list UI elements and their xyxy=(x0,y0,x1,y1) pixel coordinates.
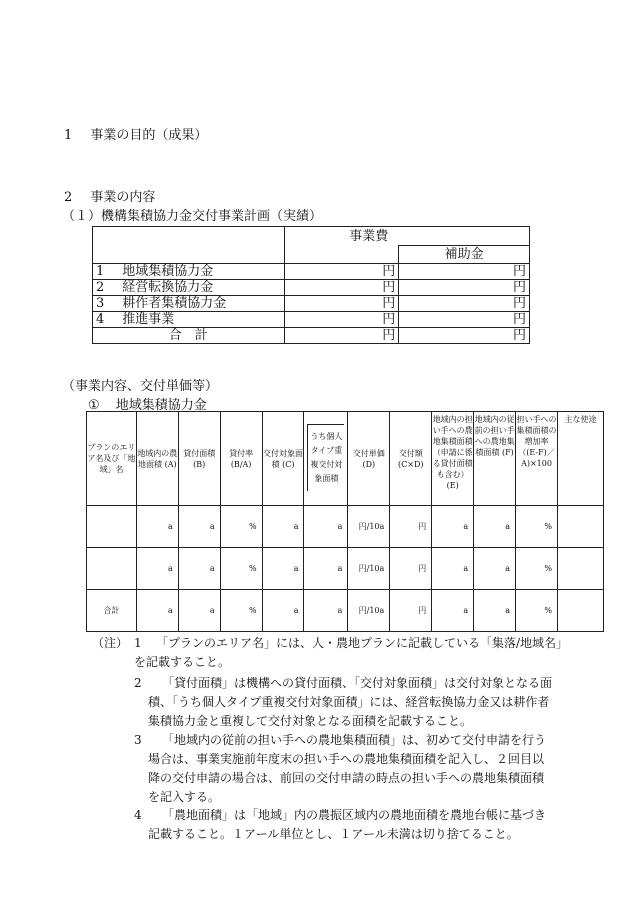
prior-consolidation-cell: a xyxy=(474,590,516,632)
table-row-total xyxy=(87,590,604,632)
regional-header-cell: 貸付面積 (B) xyxy=(178,412,220,506)
plan-table-subsidy: 円 xyxy=(399,264,530,280)
subsection-2-title: （事業内容、交付単価等） xyxy=(62,379,219,394)
regional-header-cell: 貸付率 (B/A) xyxy=(220,412,262,506)
eligible-area-cell: a xyxy=(262,590,304,632)
regional-header-cell: 地域内の従前の担い手への農地集積面積 (F) xyxy=(474,412,516,506)
regional-header-cell: 地域内の農地面積 (A) xyxy=(136,412,178,506)
section-1-number: 1 xyxy=(64,128,73,143)
unit-price-cell: 円/10a xyxy=(348,548,390,590)
main-use-cell xyxy=(557,590,603,632)
lease-area-cell: a xyxy=(178,506,220,548)
unit-price-cell: 円/10a xyxy=(348,590,390,632)
duplicate-area-cell: a xyxy=(304,506,348,548)
prior-consolidation-cell: a xyxy=(474,548,516,590)
table-row xyxy=(93,280,530,296)
consolidation-area-cell: a xyxy=(432,548,474,590)
increase-rate-cell: % xyxy=(516,548,558,590)
section-1-title: 事業の目的（成果） xyxy=(90,128,208,143)
plan-table xyxy=(92,226,530,344)
table-row xyxy=(93,296,530,312)
plan-table-total-subsidy: 円 xyxy=(399,328,530,344)
unit-price-cell: 円/10a xyxy=(348,506,390,548)
section-2-title: 事業の内容 xyxy=(90,190,156,205)
regional-header-cell: 地域内の担い手への農地集積面積（申請に係る貸付面積も含む）(E) xyxy=(432,412,474,506)
table-row xyxy=(93,264,530,280)
grant-amount-cell: 円 xyxy=(390,506,432,548)
consolidation-area-cell: a xyxy=(432,590,474,632)
plan-table-label: 1 地域集積協力金 xyxy=(93,264,285,280)
regional-table xyxy=(86,411,604,632)
note-text: 「貸付面積」は機構への貸付面積、「交付対象面積」は交付対象となる面積、「うち個人タイプ重複交付対象面積」には、経営転換協力金又は耕作者集積協力金と重複して交付対象となる面積を記載すること。 xyxy=(148,676,553,728)
lease-area-cell: a xyxy=(178,590,220,632)
area-name-cell xyxy=(87,506,137,548)
farmland-area-cell: a xyxy=(136,590,178,632)
table-row xyxy=(87,506,604,548)
increase-rate-cell: % xyxy=(516,590,558,632)
lease-rate-cell: % xyxy=(220,548,262,590)
note-number: 1 xyxy=(134,636,142,650)
regional-header-cell: 交付額 (C×D) xyxy=(390,412,432,506)
note-number: 2 xyxy=(134,676,142,690)
plan-table-total-label: 合 計 xyxy=(93,328,285,344)
table-row xyxy=(87,548,604,590)
lease-rate-cell: % xyxy=(220,590,262,632)
plan-table-cost: 円 xyxy=(284,264,399,280)
note-text: 「地域内の従前の担い手への農地集積面積」は、初めて交付申請を行う場合は、事業実施前年度末の担い手への農地集積面積を記入し、２回目以降の交付申請の場合は、前回の交付申請の時点の担い手への農地集積面積を記入する。 xyxy=(148,733,547,804)
grant-amount-cell: 円 xyxy=(390,548,432,590)
regional-header-cell: 担い手への集積面積の増加率（(E-F)／A)×100 xyxy=(516,412,558,506)
main-use-cell xyxy=(557,506,603,548)
plan-table-label: 3 耕作者集積協力金 xyxy=(93,296,285,312)
lease-area-cell: a xyxy=(178,548,220,590)
duplicate-area-cell: a xyxy=(304,548,348,590)
plan-table-cost: 円 xyxy=(284,280,399,296)
note-number: 3 xyxy=(134,733,142,747)
regional-header-cell-duplicate: うち個人タイプ重複交付対象面積 xyxy=(304,412,348,506)
plan-table-cost-header: 事業費 xyxy=(284,227,529,246)
total-label-cell: 合計 xyxy=(87,590,137,632)
prior-consolidation-cell: a xyxy=(474,506,516,548)
plan-table-cost-header-cell xyxy=(284,246,399,264)
section-2-heading xyxy=(64,186,155,205)
subsection-3-title: 地域集積協力金 xyxy=(115,398,207,413)
table-row xyxy=(93,312,530,328)
subsection-3-number: ① xyxy=(88,398,100,413)
plan-table-cost: 円 xyxy=(284,312,399,328)
area-name-cell xyxy=(87,548,137,590)
notes-prefix: （注） xyxy=(92,636,129,650)
plan-table-subsidy: 円 xyxy=(399,280,530,296)
eligible-area-cell: a xyxy=(262,506,304,548)
duplicate-area-cell: a xyxy=(304,590,348,632)
regional-header-cell: 主な使途 xyxy=(557,412,603,506)
regional-header-cell: 交付単価 (D) xyxy=(348,412,390,506)
note-text: 「農地面積」は「地域」内の農振区域内の農地面積を農地台帳に基づき記載すること。１アール単位とし、１アール未満は切り捨てること。 xyxy=(148,808,547,841)
note-text: 「プランのエリア名」には、人・農地プランに記載している「集落/地域名」を記載すること。 xyxy=(134,636,563,669)
regional-header-cell: 交付対象面積 (C) xyxy=(262,412,304,506)
note-number: 4 xyxy=(134,808,142,822)
plan-table-subsidy-header: 補助金 xyxy=(399,246,530,264)
plan-table-subsidy: 円 xyxy=(399,312,530,328)
plan-table-subsidy: 円 xyxy=(399,296,530,312)
section-1-heading xyxy=(64,124,207,143)
lease-rate-cell: % xyxy=(220,506,262,548)
plan-table-label: 4 推進事業 xyxy=(93,312,285,328)
table-row-total xyxy=(93,328,530,344)
section-2-number: 2 xyxy=(64,190,73,205)
regional-header-cell: プランのエリア名及び「地域」名 xyxy=(87,412,137,506)
grant-amount-cell: 円 xyxy=(390,590,432,632)
regional-table-header-row xyxy=(87,412,604,506)
main-use-cell xyxy=(557,548,603,590)
increase-rate-cell: % xyxy=(516,506,558,548)
farmland-area-cell: a xyxy=(136,548,178,590)
farmland-area-cell: a xyxy=(136,506,178,548)
plan-table-label: 2 経営転換協力金 xyxy=(93,280,285,296)
subsection-1-title: （１）機構集積協力金交付事業計画（実績） xyxy=(62,209,323,224)
plan-table-cost: 円 xyxy=(284,296,399,312)
plan-table-blank-header xyxy=(93,227,285,264)
plan-table-total-cost: 円 xyxy=(284,328,399,344)
eligible-area-cell: a xyxy=(262,548,304,590)
consolidation-area-cell: a xyxy=(432,506,474,548)
